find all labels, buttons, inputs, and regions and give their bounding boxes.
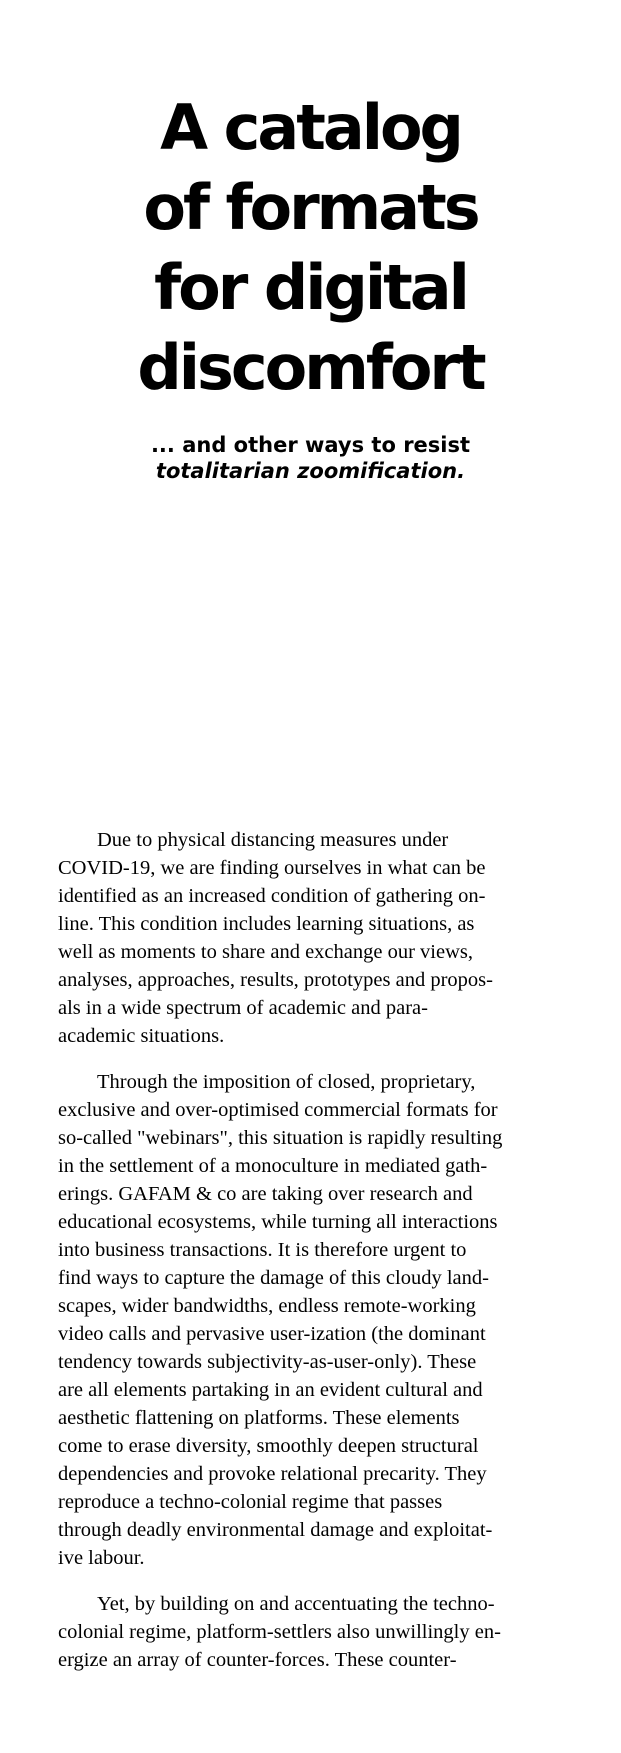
title-line-2: of formats	[143, 171, 478, 244]
text-line: Through the imposition of closed, proprietary,	[97, 1071, 476, 1093]
text-line: in the settlement of a monoculture in mediated gath-	[58, 1155, 488, 1177]
page-title	[0, 88, 621, 408]
text-line: identified as an increased condition of gathering on-	[58, 885, 486, 907]
text-line: ergize an array of counter-forces. These counter-	[58, 1649, 457, 1671]
text-line: are all elements partaking in an evident cultural and	[58, 1379, 483, 1401]
text-line: colonial regime, platform-settlers also unwillingly en-	[58, 1621, 501, 1643]
title-line-1: A catalog	[160, 91, 461, 164]
text-line: video calls and pervasive user-ization (the dominant	[58, 1323, 486, 1345]
text-line: into business transactions. It is therefore urgent to	[58, 1239, 467, 1261]
text-line: educational ecosystems, while turning all interactions	[58, 1211, 498, 1233]
text-line: analyses, approaches, results, prototypes and propos-	[58, 969, 493, 991]
text-line: academic situations.	[58, 1025, 225, 1047]
paragraph	[58, 1590, 570, 1674]
text-line: COVID-19, we are finding ourselves in what can be	[58, 857, 486, 879]
text-line: well as moments to share and exchange our views,	[58, 941, 474, 963]
subtitle-line-2: totalitarian zoomification.	[155, 459, 466, 483]
text-line: reproduce a techno-colonial regime that passes	[58, 1491, 443, 1513]
title-block	[0, 88, 621, 408]
text-line: ive labour.	[58, 1547, 145, 1569]
text-line: exclusive and over-optimised commercial formats for	[58, 1099, 498, 1121]
text-line: through deadly environmental damage and exploitat-	[58, 1519, 493, 1541]
text-line: line. This condition includes learning situations, as	[58, 913, 475, 935]
text-line: so-called "webinars", this situation is rapidly resulting	[58, 1127, 503, 1149]
text-line: scapes, wider bandwidths, endless remote-working	[58, 1295, 476, 1317]
subtitle-line-1: ... and other ways to resist	[150, 433, 471, 457]
text-line: als in a wide spectrum of academic and para-	[58, 997, 428, 1019]
body-text	[58, 826, 570, 1674]
text-line: tendency towards subjectivity-as-user-only). These	[58, 1351, 477, 1373]
text-line: find ways to capture the damage of this cloudy land-	[58, 1267, 489, 1289]
text-line: aesthetic flattening on platforms. These elements	[58, 1407, 460, 1429]
subtitle	[0, 432, 621, 484]
text-line: dependencies and provoke relational precarity. They	[58, 1463, 487, 1485]
title-line-4: discomfort	[137, 331, 484, 404]
text-line: erings. GAFAM & co are taking over research and	[58, 1183, 473, 1205]
paragraph	[58, 1068, 570, 1572]
title-line-3: for digital	[154, 251, 467, 324]
paragraph	[58, 826, 570, 1050]
text-line: Due to physical distancing measures under	[97, 829, 449, 851]
text-line: Yet, by building on and accentuating the techno-	[97, 1593, 495, 1615]
text-line: come to erase diversity, smoothly deepen structural	[58, 1435, 479, 1457]
